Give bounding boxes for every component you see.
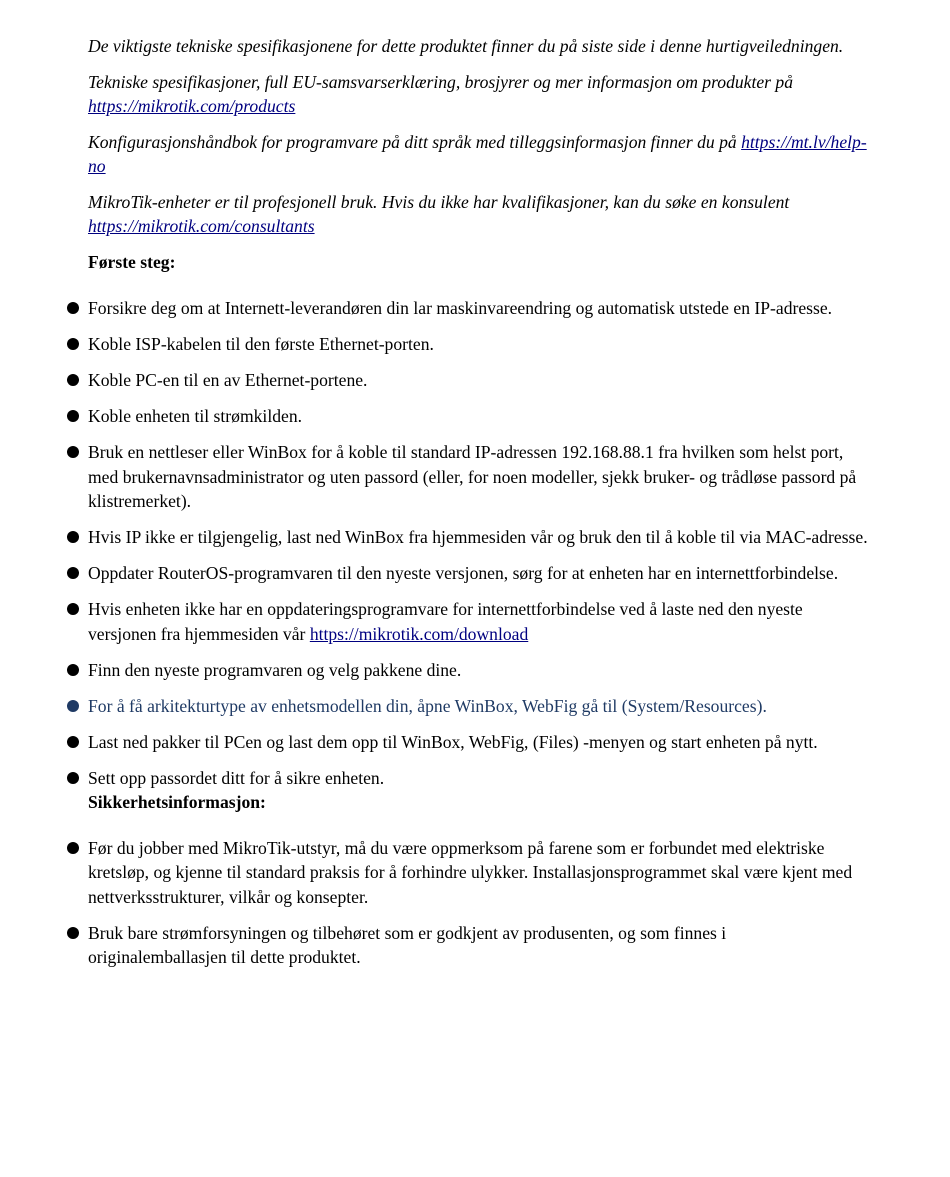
bullet-icon	[67, 531, 79, 543]
first-steps-list	[88, 296, 868, 790]
list-item: Bruk en nettleser eller WinBox for å koble til standard IP-adressen 192.168.88.1 fra hvilken som helst port, med brukernavnsadministrator og uten passord (eller, for noen modeller, sjekk bruker- og trådløse passord på klistremerket).	[88, 440, 868, 514]
list-item-architecture: For å få arkitekturtype av enhetsmodellen din, åpne WinBox, WebFig gå til (System/Resources).	[88, 694, 868, 719]
bullet-icon	[67, 927, 79, 939]
list-item: Koble ISP-kabelen til den første Ethernet-porten.	[88, 332, 868, 357]
list-item: Bruk bare strømforsyningen og tilbehøret som er godkjent av produsenten, og som finnes i originalemballasjen til dette produktet.	[88, 921, 868, 970]
bullet-icon	[67, 446, 79, 458]
bullet-icon	[67, 410, 79, 422]
list-item: Finn den nyeste programvaren og velg pakkene dine.	[88, 658, 868, 683]
help-link[interactable]: https://mt.lv/help-no	[88, 131, 867, 176]
list-item: Sett opp passordet ditt for å sikre enheten.	[88, 766, 868, 791]
intro-paragraph-products: Tekniske spesifikasjoner, full EU-samsvarserklæring, brosjyrer og mer informasjon om produkter på https://mikrotik.com/products	[88, 71, 794, 116]
list-item: Oppdater RouterOS-programvaren til den nyeste versjonen, sørg for at enheten har en internettforbindelse.	[88, 561, 868, 586]
bullet-icon	[67, 842, 79, 854]
products-link[interactable]: https://mikrotik.com/products	[88, 96, 296, 116]
list-item: Hvis IP ikke er tilgjengelig, last ned WinBox fra hjemmesiden vår og bruk den til å koble til via MAC-adresse.	[88, 525, 868, 550]
intro-paragraph-manual: Konfigurasjonshåndbok for programvare på ditt språk med tilleggsinformasjon finner du på https://mt.lv/help-no	[88, 131, 867, 176]
bullet-icon	[67, 664, 79, 676]
list-item: Koble PC-en til en av Ethernet-portene.	[88, 368, 868, 393]
bullet-icon	[67, 772, 79, 784]
list-item: Forsikre deg om at Internett-leverandøren din lar maskinvareendring og automatisk utstede en IP-adresse.	[88, 296, 868, 321]
bullet-icon	[67, 338, 79, 350]
intro-section	[88, 34, 868, 239]
consultants-link[interactable]: https://mikrotik.com/consultants	[88, 216, 315, 236]
bullet-icon	[67, 567, 79, 579]
bullet-icon	[67, 736, 79, 748]
safety-list	[88, 836, 868, 970]
list-item: Last ned pakker til PCen og last dem opp til WinBox, WebFig, (Files) -menyen og start enheten på nytt.	[88, 730, 868, 755]
bullet-icon	[67, 374, 79, 386]
intro-paragraph-specs: De viktigste tekniske spesifikasjonene for dette produktet finner du på siste side i denne hurtigveiledningen.	[88, 36, 844, 56]
download-link[interactable]: https://mikrotik.com/download	[309, 623, 529, 644]
bullet-icon	[67, 302, 79, 314]
first-steps-heading: Første steg:	[88, 251, 176, 272]
list-item: Hvis enheten ikke har en oppdateringsprogramvare for internettforbindelse ved å laste ned den nyeste versjonen fra hjemmesiden vår https://mikrotik.com/download	[88, 597, 868, 646]
document-page	[88, 34, 868, 981]
intro-paragraph-consultants: MikroTik-enheter er til profesjonell bruk. Hvis du ikke har kvalifikasjoner, kan du søke en konsulent https://mikrotik.com/consultants	[88, 191, 790, 236]
safety-heading: Sikkerhetsinformasjon:	[88, 792, 266, 812]
list-item: Koble enheten til strømkilden.	[88, 404, 868, 429]
list-item: Før du jobber med MikroTik-utstyr, må du være oppmerksom på farene som er forbundet med elektriske kretsløp, og kjenne til standard praksis for å forhindre ulykker. Installasjonsprogrammet skal være kjent med nettverksstrukturer, vilkår og konsepter.	[88, 836, 868, 910]
bullet-icon	[67, 603, 79, 615]
bullet-icon	[67, 700, 79, 712]
